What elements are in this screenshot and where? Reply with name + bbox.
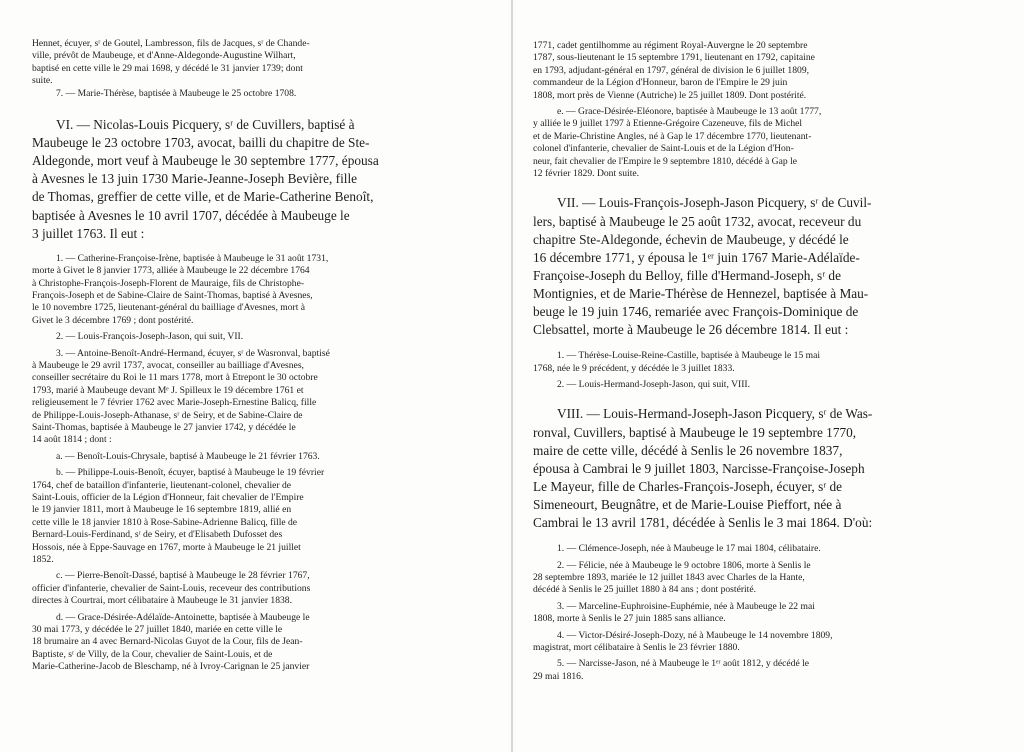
text-line: 1793, marié à Maubeuge devant Mᵉ J. Spilleux le 19 décembre 1761 et	[32, 384, 304, 396]
text-line: conseiller secrétaire du Roi le 11 mars 1778, mort à Etrepont le 30 octobre	[32, 372, 318, 384]
continuation-paragraph	[533, 40, 1006, 180]
text-line: Baptiste, sʳ de Villy, de la Cour, chevalier de Saint-Louis, et de	[32, 648, 273, 660]
child-entry-line: 3. — Antoine-Benoît-André-Hermand, écuyer, sʳ de Wasronval, baptisé	[56, 347, 330, 359]
text-line: colonel d'infanterie, chevalier de Saint-Louis et de la Légion d'Hon-	[533, 143, 794, 155]
generation-heading-line: VII. — Louis-François-Joseph-Jason Picquery, sʳ de Cuvil-	[557, 195, 872, 211]
text-line: Hennet, écuyer, sʳ de Goutel, Lambresson, fils de Jacques, sʳ de Chande-	[32, 38, 310, 49]
text-line: Hossois, née à Eppe-Sauvage en 1767, morte à Maubeuge le 21 juillet	[32, 541, 301, 553]
text-line: commandeur de la Légion d'Honneur, baron de l'Empire le 29 juin	[533, 77, 788, 89]
text-line: décédé à Senlis le 25 juillet 1880 à 84 ans ; dont postérité.	[533, 584, 757, 596]
text-line: Aldegonde, mort veuf à Maubeuge le 30 septembre 1777, épousa	[32, 153, 379, 169]
text-line: de Philippe-Louis-Joseph-Athanase, sʳ de Seiry, et de Sabine-Claire de	[32, 409, 303, 421]
text-line: 16 décembre 1771, y épousa le 1ᵉʳ juin 1767 Marie-Adélaïde-	[533, 249, 860, 265]
child-entry-line: 2. — Louis-Hermand-Joseph-Jason, qui suit, VIII.	[557, 379, 751, 391]
text-line: 1771, cadet gentilhomme au régiment Royal-Auvergne le 20 septembre	[533, 40, 808, 51]
text-line: Givet le 3 décembre 1769 ; dont postérité.	[32, 314, 194, 326]
text-line: Le Mayeur, fille de Charles-François-Joseph, écuyer, sʳ de	[533, 478, 843, 494]
text-line: 1852.	[32, 554, 54, 566]
text-line: baptisée à Avesnes le 10 avril 1707, décédée à Maubeuge le	[32, 207, 350, 223]
text-line: le 10 novembre 1725, lieutenant-général du bailliage d'Avesnes, mort à	[32, 302, 306, 314]
grandchild-entry-line: b. — Philippe-Louis-Benoît, écuyer, baptisé à Maubeuge le 19 février	[56, 467, 325, 479]
text-line: 1808, morte à Senlis le 27 juin 1885 sans alliance.	[533, 613, 726, 625]
text-line: beuge le 19 juin 1746, remariée avec François-Dominique de	[533, 304, 859, 320]
generation-heading-line: VI. — Nicolas-Louis Picquery, sʳ de Cuvillers, baptisé à	[56, 117, 355, 133]
generation-heading-line: VIII. — Louis-Hermand-Joseph-Jason Picquery, sʳ de Was-	[557, 406, 873, 422]
grandchild-entry-line: d. — Grace-Désirée-Adélaïde-Antoinette, baptisée à Maubeuge le	[56, 611, 310, 623]
text-line: Maubeuge le 23 octobre 1703, avocat, bailli du chapitre de Ste-	[32, 135, 370, 151]
children-list	[32, 253, 502, 674]
text-line: 3 juillet 1763. Il eut :	[32, 225, 145, 241]
text-line: 14 août 1814 ; dont :	[32, 434, 112, 446]
text-line: Montignies, et de Marie-Thérèse de Hennezel, baptisée à Mau-	[533, 285, 869, 301]
text-line: Cambrai le 13 avril 1781, décédée à Senlis le 3 mai 1864. D'où:	[533, 515, 873, 530]
text-line: François-Joseph et de Sabine-Claire de Saint-Thomas, baptisé à Avesnes,	[32, 289, 313, 301]
text-line: magistrat, mort célibataire à Senlis le 23 février 1880.	[533, 641, 740, 653]
text-line: morte à Givet le 8 janvier 1773, alliée à Maubeuge le 22 décembre 1764	[32, 265, 310, 277]
grandchild-entry-line: a. — Benoît-Louis-Chrysale, baptisé à Maubeuge le 21 février 1763.	[56, 450, 320, 462]
text-line: le 19 janvier 1811, mort à Maubeuge le 16 septembre 1819, allié en	[32, 504, 292, 516]
generation-8-paragraph	[533, 405, 1006, 532]
text-line: 18 brumaire an 4 avec Bernard-Nicolas Guyot de la Cour, fils de Jean-	[32, 636, 303, 648]
text-line: à Maubeuge le 29 avril 1737, avocat, conseiller au bailliage d'Avesnes,	[32, 359, 304, 371]
grandchild-entry-line: e. — Grace-Désirée-Eléonore, baptisée à Maubeuge le 13 août 1777,	[557, 106, 822, 118]
child-entry-line: 7. — Marie-Thérèse, baptisée à Maubeuge le 25 octobre 1708.	[56, 87, 297, 99]
text-line: 12 février 1829. Dont suite.	[533, 168, 640, 180]
child-entry-line: 3. — Marceline-Euphroisine-Euphémie, née à Maubeuge le 22 mai	[557, 600, 815, 612]
text-line: à Avesnes le 13 juin 1730 Marie-Jeanne-Joseph Bevière, fille	[32, 171, 358, 187]
text-line: directes à Courtrai, mort célibataire à Maubeuge le 31 janvier 1838.	[32, 595, 292, 607]
text-line: ronval, Cuvillers, baptisé à Maubeuge le 19 septembre 1770,	[533, 424, 857, 440]
text-line: et de Marie-Christine Angles, né à Gap le 17 décembre 1770, lieutenant-	[533, 130, 812, 142]
text-line: 1764, chef de bataillon d'infanterie, lieutenant-colonel, chevalier de	[32, 479, 292, 491]
generation-8-children	[533, 543, 1006, 683]
text-line: 1808, mort près de Vienne (Autriche) le 25 juillet 1809. Dont postérité.	[533, 89, 807, 101]
child-entry-line: 4. — Victor-Désiré-Joseph-Dozy, né à Maubeuge le 14 novembre 1809,	[557, 629, 833, 641]
text-line: neur, fait chevalier de l'Empire le 9 septembre 1810, décédé à Gap le	[533, 155, 797, 167]
text-line: Saint-Thomas, baptisée à Maubeuge le 27 janvier 1742, y décédée le	[32, 421, 296, 433]
text-line: lers, baptisé à Maubeuge le 25 août 1732, avocat, receveur du	[533, 213, 862, 229]
text-line: baptisé en cette ville le 29 mai 1698, y décédé le 31 janvier 1739; dont	[32, 62, 303, 74]
text-line: cette ville le 18 janvier 1810 à Rose-Sabine-Adrienne Balicq, fille de	[32, 516, 298, 528]
text-line: Bernard-Louis-Ferdinand, sʳ de Seiry, et d'Elisabeth Dufosset des	[32, 529, 283, 541]
text-line: Françoise-Joseph du Belloy, fille d'Hermand-Joseph, sʳ de	[533, 267, 841, 283]
child-entry-line: 1. — Catherine-Françoise-Irène, baptisée à Maubeuge le 31 août 1731,	[56, 252, 329, 264]
text-line: 1768, née le 9 précédent, y décédée le 3 juillet 1833.	[533, 362, 735, 374]
text-line: suite.	[32, 75, 53, 87]
text-line: religieusement le 7 février 1762 avec Marie-Joseph-Ernestine Balicq, fille	[32, 397, 317, 409]
text-line: Saint-Louis, officier de la Légion d'Honneur, fait chevalier de l'Empire	[32, 492, 304, 503]
child-entry-line: 1. — Thérèse-Louise-Reine-Castille, baptisée à Maubeuge le 15 mai	[557, 350, 821, 362]
text-line: 30 mai 1773, y décédée le 27 juillet 1840, mariée en cette ville le	[32, 624, 283, 636]
generation-6-paragraph	[32, 116, 502, 243]
child-entry-line: 2. — Louis-François-Joseph-Jason, qui suit, VII.	[56, 331, 244, 343]
text-line: 29 mai 1816.	[533, 670, 584, 682]
text-line: officier d'infanterie, chevalier de Saint-Louis, receveur des contributions	[32, 582, 311, 594]
text-line: en 1793, adjudant-général en 1797, général de division le 6 juillet 1809,	[533, 64, 810, 76]
child-entry-line: 2. — Félicie, née à Maubeuge le 9 octobre 1806, morte à Senlis le	[557, 559, 811, 571]
generation-7-children	[533, 350, 1006, 391]
child-entry-line: 5. — Narcisse-Jason, né à Maubeuge le 1ᵉʳ août 1812, y décédé le	[557, 658, 810, 670]
text-line: y alliée le 9 juillet 1797 à Etienne-Grégoire Cazeneuve, fils de Michel	[533, 118, 803, 130]
text-line: Clebsattel, morte à Maubeuge le 26 décembre 1814. Il eut :	[533, 322, 849, 338]
text-line: à Christophe-François-Joseph-Florent de Mauraige, fils de Christophe-	[32, 277, 305, 289]
text-line: chapitre Ste-Aldegonde, échevin de Maubeuge, y décédé le	[533, 231, 849, 247]
text-line: 28 septembre 1893, mariée le 12 juillet 1843 avec Charles de la Hante,	[533, 571, 805, 583]
text-line: de Thomas, greffier de cette ville, et de Marie-Catherine Benoît,	[32, 189, 374, 205]
text-line: maire de cette ville, décédé à Senlis le 26 novembre 1837,	[533, 442, 843, 458]
text-line: Marie-Catherine-Jacob de Bleschamp, né à Ivroy-Carignan le 25 janvier	[32, 661, 310, 673]
text-line: Simeneourt, Beugnâtre, et de Marie-Louise Pieffort, née à	[533, 496, 842, 512]
right-page	[513, 0, 1024, 752]
child-entry-line: 1. — Clémence-Joseph, née à Maubeuge le 17 mai 1804, célibataire.	[557, 543, 821, 555]
text-line: ville, prévôt de Maubeuge, et d'Anne-Aldegonde-Augustine Wilhart,	[32, 50, 296, 62]
text-line: épousa à Cambrai le 9 juillet 1803, Narcisse-Françoise-Joseph	[533, 460, 865, 476]
generation-7-paragraph	[533, 194, 1006, 339]
intro-paragraph	[32, 38, 502, 100]
text-line: 1787, sous-lieutenant le 15 septembre 1791, lieutenant en 1792, capitaine	[533, 52, 815, 64]
grandchild-entry-line: c. — Pierre-Benoît-Dassé, baptisé à Maubeuge le 28 février 1767,	[56, 570, 310, 582]
